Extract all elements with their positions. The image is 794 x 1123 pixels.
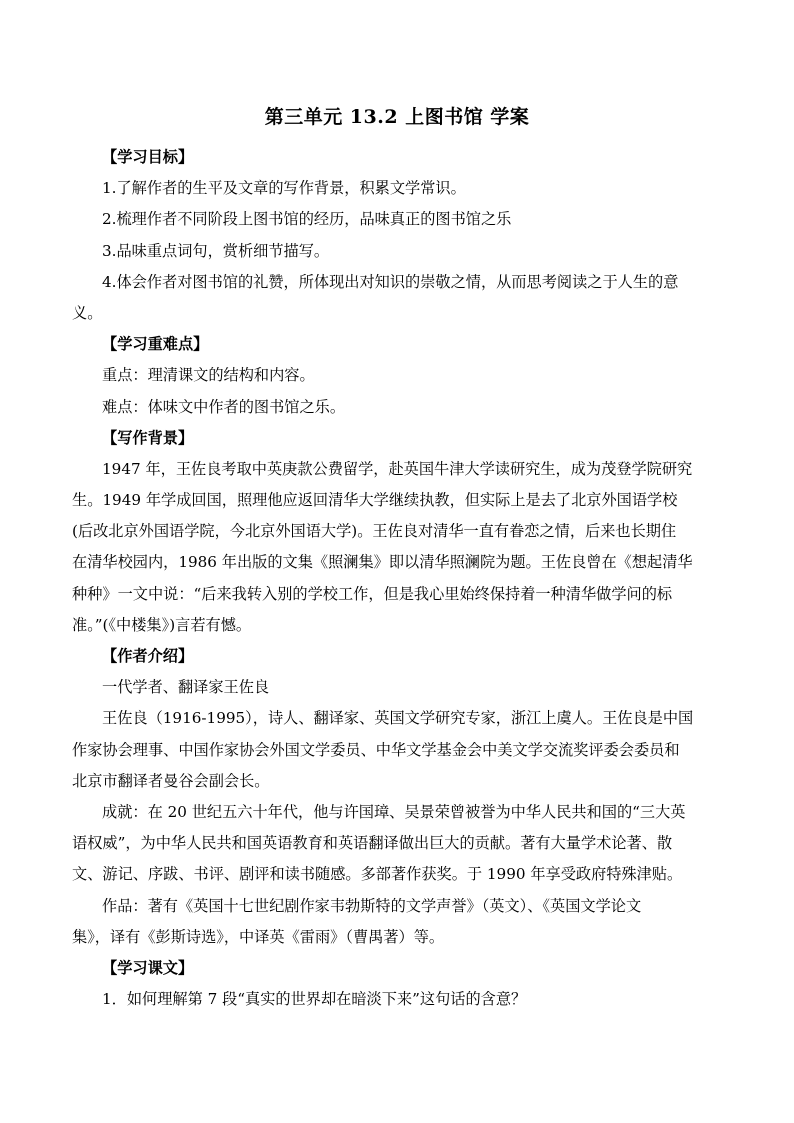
author-intro-line: 北京市翻译者曼谷会副会长。: [72, 771, 270, 790]
background-line: (后改北京外国语学院，今北京外国语大学)。王佐良对清华一直有眷恋之情，后来也长期住: [72, 522, 677, 541]
goal-item: 2.梳理作者不同阶段上图书馆的经历，品味真正的图书馆之乐: [102, 210, 512, 229]
author-intro-line: 王佐良（1916-1995），诗人、翻译家、英国文学研究专家，浙江上虞人。王佐良是中国: [102, 709, 694, 728]
goal-item: 3.品味重点词句，赏析细节描写。: [102, 241, 330, 260]
difficult-point: 难点：体味文中作者的图书馆之乐。: [102, 397, 345, 416]
page-title: 第三单元 13.2 上图书馆 学案: [264, 106, 530, 128]
author-achievement-line: 语权威”，为中华人民共和国英语教育和英语翻译做出巨大的贡献。著有大量学术论著、散: [72, 834, 673, 853]
author-subtitle: 一代学者、翻译家王佐良: [102, 678, 270, 697]
author-achievement-line: 成就：在 20 世纪五六十年代，他与许国璋、吴景荣曾被誉为中华人民共和国的“三大英: [102, 802, 686, 821]
background-line: 1947 年，王佐良考取中英庚款公费留学，赴英国牛津大学读研究生，成为茂登学院研究: [102, 459, 693, 478]
goals-heading: 【学习目标】: [102, 148, 194, 166]
study-question: 1．如何理解第 7 段“真实的世界却在暗淡下来”这句话的含意？: [102, 990, 527, 1009]
goal-item: 4.体会作者对图书馆的礼赞，所体现出对知识的崇敬之情，从而思考阅读之于人生的意: [102, 272, 679, 291]
goal-item-continuation: 义。: [72, 303, 103, 322]
background-line: 种种》一文中说：“后来我转入别的学校工作，但是我心里始终保持着一种清华做学问的标: [72, 584, 673, 603]
background-line: 在清华校园内，1986 年出版的文集《照澜集》即以清华照澜院为题。王佐良曾在《想起清华: [72, 553, 693, 572]
key-point: 重点：理清课文的结构和内容。: [102, 366, 315, 385]
document-body: [72, 142, 720, 1015]
author-achievement-line: 文、游记、序跋、书评、剧评和读书随感。多部著作获奖。于 1990 年享受政府特殊津贴。: [72, 865, 683, 884]
background-line: 准。”(《中楼集》)言若有憾。: [72, 615, 252, 634]
key-points-heading: 【学习重难点】: [102, 335, 209, 354]
author-heading: 【作者介绍】: [102, 647, 194, 665]
background-line: 生。1949 年学成回国，照理他应返回清华大学继续执教，但实际上是去了北京外国语学校: [72, 491, 678, 510]
goal-item: 1.了解作者的生平及文章的写作背景，积累文学常识。: [102, 179, 466, 198]
background-heading: 【写作背景】: [102, 428, 194, 447]
study-heading: 【学习课文】: [102, 958, 194, 977]
author-works-line: 集》，译有《彭斯诗选》，中译英《雷雨》（曹禺著）等。: [72, 927, 445, 946]
author-intro-line: 作家协会理事、中国作家协会外国文学委员、中华文学基金会中美文学交流奖评委会委员和: [72, 740, 680, 759]
author-works-line: 作品：著有《英国十七世纪剧作家韦勃斯特的文学声誉》（英文）、《英国文学论文: [102, 896, 642, 915]
